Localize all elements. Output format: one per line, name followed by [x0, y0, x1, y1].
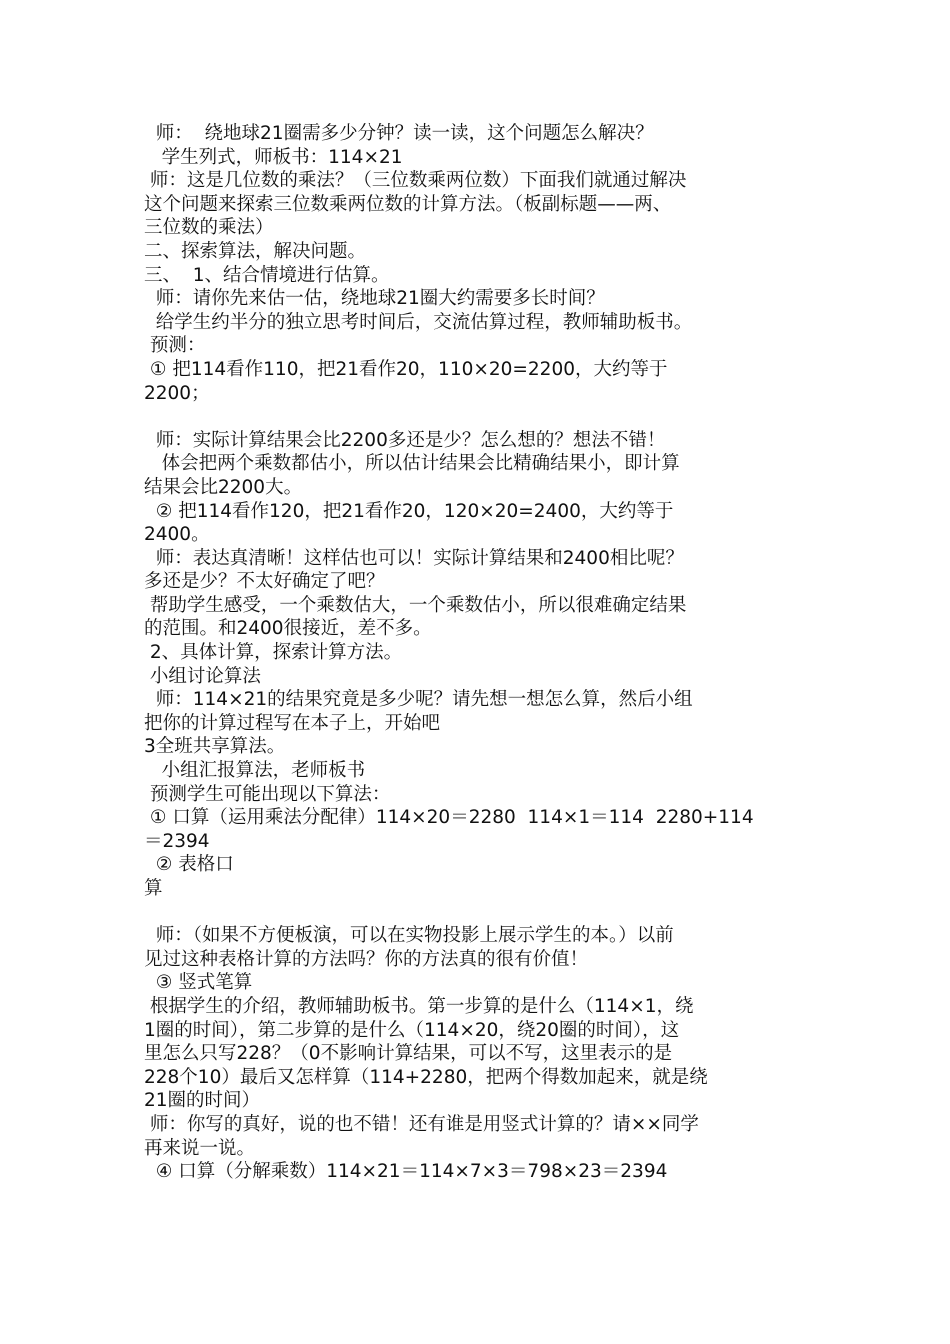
text-line: 21圈的时间） [144, 1090, 261, 1112]
text-line: 学生列式，师板书：114×21 [144, 146, 403, 168]
text-line: 小组讨论算法 [144, 665, 261, 687]
text-line: 228个10）最后又怎样算（114+2280，把两个得数加起来，就是绕 [144, 1066, 708, 1088]
text-line: 预测学生可能出现以下算法： [144, 783, 391, 805]
text-line: 师： 绕地球21圈需多少分钟？读一读，这个问题怎么解决？ [144, 123, 654, 144]
text-line: 二、探索算法，解决问题。 [144, 240, 367, 262]
blank-line [144, 901, 814, 925]
text-line: 算 [144, 878, 163, 899]
text-line: 小组汇报算法，老师板书 [144, 760, 366, 782]
text-line: 师：114×21的结果究竟是多少呢？请先想一想怎么算，然后小组 [144, 689, 693, 711]
text-line: 里怎么只写228？（0不影响计算结果，可以不写，这里表示的是 [144, 1043, 673, 1065]
text-line: 帮助学生感受，一个乘数估大，一个乘数估小，所以很难确定结果 [144, 594, 687, 616]
text-line: ② 表格口 [144, 854, 234, 876]
text-line: 2400。 [144, 524, 210, 546]
text-line: ② 把114看作120，把21看作20，120×20=2400，大约等于 [144, 500, 674, 522]
text-line: 1圈的时间），第二步算的是什么（114×20，绕20圈的时间），这 [144, 1019, 680, 1041]
text-line: 结果会比2200大。 [144, 476, 303, 498]
text-line: 见过这种表格计算的方法吗？你的方法真的很有价值！ [144, 948, 589, 970]
text-line: 三、 1、结合情境进行估算。 [144, 264, 390, 286]
text-line: 2200； [144, 382, 210, 404]
text-line: ③ 竖式笔算 [144, 972, 253, 994]
document-body [144, 122, 814, 1184]
text-line: 把你的计算过程写在本子上，开始吧 [144, 712, 441, 734]
text-line: 师：实际计算结果会比2200多还是少？怎么想的？想法不错！ [144, 429, 666, 451]
text-line: 这个问题来探索三位数乘两位数的计算方法。（板副标题——两、 [144, 193, 672, 215]
blank-line [144, 405, 814, 429]
text-line: 给学生约半分的独立思考时间后，交流估算过程，教师辅助板书。 [144, 311, 693, 333]
text-line: ① 口算（运用乘法分配律）114×20＝2280 114×1＝114 2280+114 [144, 807, 754, 829]
text-line: 三位数的乘法） [144, 217, 274, 239]
text-line: 师：你写的真好，说的也不错！还有谁是用竖式计算的？请××同学 [144, 1113, 699, 1135]
text-line: 多还是少？不太好确定了吧？ [144, 571, 385, 593]
text-line: 预测： [144, 335, 206, 357]
text-line: 师：表达真清晰！这样估也可以！实际计算结果和2400相比呢？ [144, 547, 684, 569]
text-line: ① 把114看作110，把21看作20，110×20=2200，大约等于 [144, 358, 668, 380]
text-line: 3全班共享算法。 [144, 736, 286, 758]
text-line: 根据学生的介绍，教师辅助板书。第一步算的是什么（114×1，绕 [144, 995, 694, 1017]
text-line: 师：（如果不方便板演，可以在实物投影上展示学生的本。）以前 [144, 925, 674, 947]
text-line: 体会把两个乘数都估小，所以估计结果会比精确结果小，即计算 [144, 453, 680, 475]
text-line: 师：请你先来估一估，绕地球21圈大约需要多长时间？ [144, 288, 605, 310]
text-line: 师：这是几位数的乘法？（三位数乘两位数）下面我们就通过解决 [144, 170, 687, 192]
text-line: ④ 口算（分解乘数）114×21＝114×7×3＝798×23＝2394 [144, 1161, 668, 1183]
text-line: 2、具体计算，探索计算方法。 [144, 642, 403, 664]
text-line: 的范围。和2400很接近，差不多。 [144, 618, 432, 640]
text-line: 再来说一说。 [144, 1137, 256, 1159]
text-line: ＝2394 [144, 830, 210, 852]
